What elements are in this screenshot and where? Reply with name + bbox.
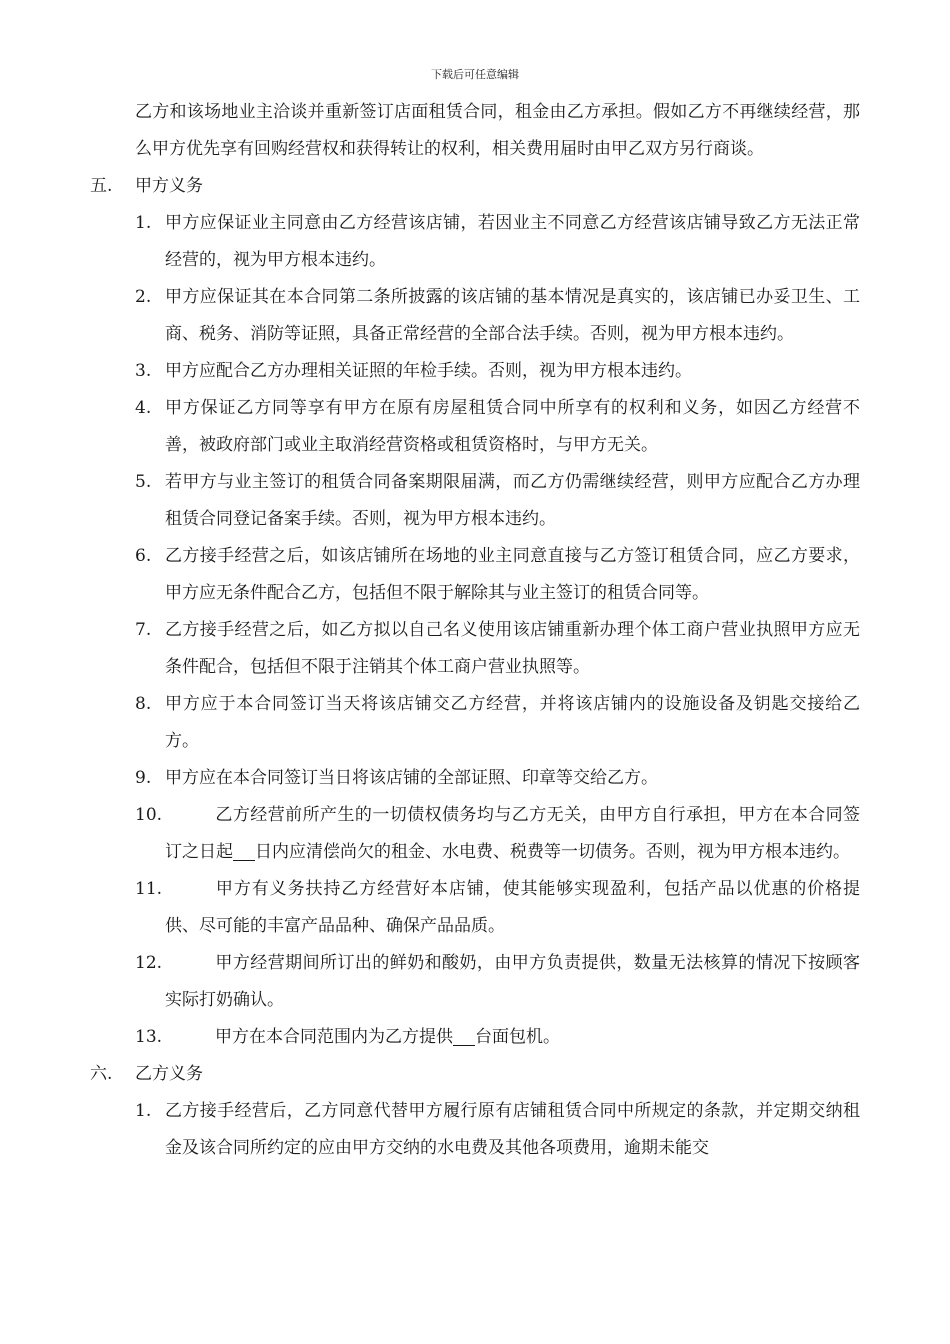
list-item [90,538,860,612]
item-number: 13. [135,1027,163,1047]
section-number: 五. [90,176,113,196]
list-item [90,390,860,464]
item-number: 7. [135,620,152,640]
section-title: 甲方义务 [135,176,203,196]
item-text: 台面包机。 [475,1027,560,1047]
item-number: 5. [135,472,152,492]
item-number: 2. [135,287,152,307]
list-item [90,353,860,390]
section-number: 六. [90,1064,113,1084]
item-text: 乙方接手经营之后，如该店铺所在场地的业主同意直接与乙方签订租赁合同，应乙方要求，甲方应无条件配合乙方，包括但不限于解除其与业主签订的租赁合同等。 [165,546,860,603]
section-5-heading [90,168,860,205]
list-item [90,205,860,279]
list-item [90,945,860,1019]
item-number: 8. [135,694,152,714]
item-text: 乙方接手经营后，乙方同意代替甲方履行原有店铺租赁合同中所规定的条款，并定期交纳租金及该合同所约定的应由甲方交纳的水电费及其他各项费用，逾期未能交 [165,1101,860,1158]
item-number: 12. [135,953,163,973]
list-item [90,797,860,871]
page-header: 下载后可任意编辑 [431,68,519,81]
intro-paragraph: 乙方和该场地业主洽谈并重新签订店面租赁合同，租金由乙方承担。假如乙方不再继续经营，那么甲方优先享有回购经营权和获得转让的权利，相关费用届时由甲乙双方另行商谈。 [135,102,860,159]
item-number: 3. [135,361,152,381]
item-number: 1. [135,1101,152,1121]
list-item [90,871,860,945]
item-text: 甲方应配合乙方办理相关证照的年检手续。否则，视为甲方根本违约。 [165,361,692,381]
list-item [90,760,860,797]
item-text: 甲方在本合同范围内为乙方提供 [215,1027,453,1047]
item-text: 甲方应在本合同签订当日将该店铺的全部证照、印章等交给乙方。 [165,768,658,788]
section-6-heading [90,1056,860,1093]
item-number: 9. [135,768,152,788]
item-text: 日内应清偿尚欠的租金、水电费、税费等一切债务。否则，视为甲方根本违约。 [255,842,850,862]
fill-in-blank [453,1025,475,1046]
fill-in-blank [233,840,255,861]
list-item [90,1019,860,1056]
list-item [90,279,860,353]
item-text: 乙方经营前所产生的一切债权债务均与乙方无关，由甲方自行承担，甲方在本合同签订之日起 [165,805,860,862]
item-text: 甲方应于本合同签订当天将该店铺交乙方经营，并将该店铺内的设施设备及钥匙交接给乙方。 [165,694,860,751]
item-text: 若甲方与业主签订的租赁合同备案期限届满，而乙方仍需继续经营，则甲方应配合乙方办理租赁合同登记备案手续。否则，视为甲方根本违约。 [165,472,860,529]
item-text: 甲方有义务扶持乙方经营好本店铺，使其能够实现盈利，包括产品以优惠的价格提供、尽可能的丰富产品品种、确保产品品质。 [165,879,860,936]
item-number: 6. [135,546,152,566]
item-number: 11. [135,879,163,899]
item-text: 甲方保证乙方同等享有甲方在原有房屋租赁合同中所享有的权利和义务，如因乙方经营不善，被政府部门或业主取消经营资格或租赁资格时，与甲方无关。 [165,398,860,455]
list-item [90,686,860,760]
item-text: 甲方经营期间所订出的鲜奶和酸奶，由甲方负责提供，数量无法核算的情况下按顾客实际打奶确认。 [165,953,860,1010]
section-title: 乙方义务 [135,1064,203,1084]
item-number: 1. [135,213,152,233]
item-text: 乙方接手经营之后，如乙方拟以自己名义使用该店铺重新办理个体工商户营业执照甲方应无条件配合，包括但不限于注销其个体工商户营业执照等。 [165,620,860,677]
item-number: 4. [135,398,152,418]
list-item [90,1093,860,1167]
item-number: 10. [135,805,163,825]
list-item [90,612,860,686]
item-text: 甲方应保证其在本合同第二条所披露的该店铺的基本情况是真实的，该店铺已办妥卫生、工商、税务、消防等证照，具备正常经营的全部合法手续。否则，视为甲方根本违约。 [165,287,860,344]
item-text: 甲方应保证业主同意由乙方经营该店铺，若因业主不同意乙方经营该店铺导致乙方无法正常经营的，视为甲方根本违约。 [165,213,860,270]
list-item [90,464,860,538]
document-body [90,94,860,1167]
